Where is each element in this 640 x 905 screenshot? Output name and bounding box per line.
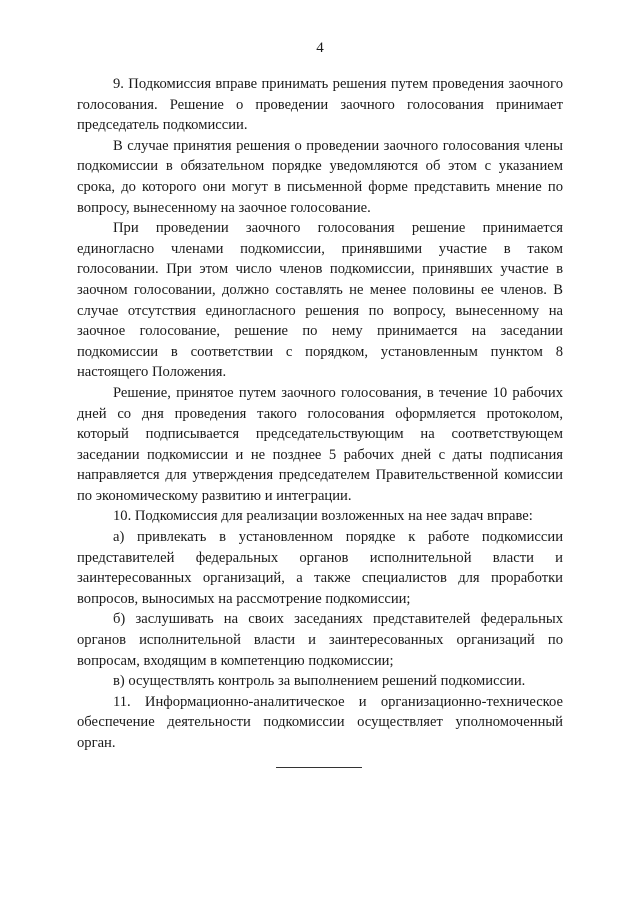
end-separator-line: [276, 767, 362, 768]
page-number: 4: [316, 40, 324, 56]
paragraph-11: 11. Информационно-аналитическое и организационно-техническое обеспечение деятельности подкомиссии осуществляет уполномоченный орган.: [77, 693, 563, 751]
paragraph-10-item-c: в) осуществлять контроль за выполнением решений подкомиссии.: [113, 673, 526, 690]
paragraph-9: 9. Подкомиссия вправе принимать решения путем проведения заочного голосования. Решение о проведении заочного голосования принимает председатель подкомиссии.: [77, 76, 563, 134]
document-body: [77, 74, 563, 754]
paragraph-9-decision-rules: При проведении заочного голосования решение принимается единогласно членами подкомиссии, принявшими участие в таком голосовании. При этом число членов подкомиссии, принявших участие в заочном голосовании, должно составлять не менее половины ее членов. В случае отсутствия единогласного решения по вопросу, вынесенному на заочное голосование, решение по нему принимается на заседании подкомиссии в соответствии с порядком, установленным пунктом 8 настоящего Положения.: [77, 220, 563, 381]
paragraph-10-item-b: б) заслушивать на своих заседаниях представителей федеральных органов исполнительной власти и заинтересованных организаций по вопросам, входящим в компетенцию подкомиссии;: [77, 611, 563, 669]
paragraph-9-protocol: Решение, принятое путем заочного голосования, в течение 10 рабочих дней со дня проведения такого голосования оформляется протоколом, который подписывается председательствующим на соответствующем заседании подкомиссии и не позднее 5 рабочих дней с даты подписания направляется для утверждения председателем Правительственной комиссии по экономическому развитию и интеграции.: [77, 384, 563, 504]
paragraph-9-notification: В случае принятия решения о проведении заочного голосования члены подкомиссии в обязательном порядке уведомляются об этом с указанием срока, до которого они могут в письменной форме представить мнение по вопросу, вынесенному на заочное голосование.: [77, 137, 563, 216]
paragraph-10: 10. Подкомиссия для реализации возложенных на нее задач вправе:: [113, 508, 533, 525]
paragraph-10-item-a: а) привлекать в установленном порядке к работе подкомиссии представителей федеральных органов исполнительной власти и заинтересованных организаций, а также специалистов для проработки вопросов, выносимых на рассмотрение подкомиссии;: [77, 529, 563, 607]
